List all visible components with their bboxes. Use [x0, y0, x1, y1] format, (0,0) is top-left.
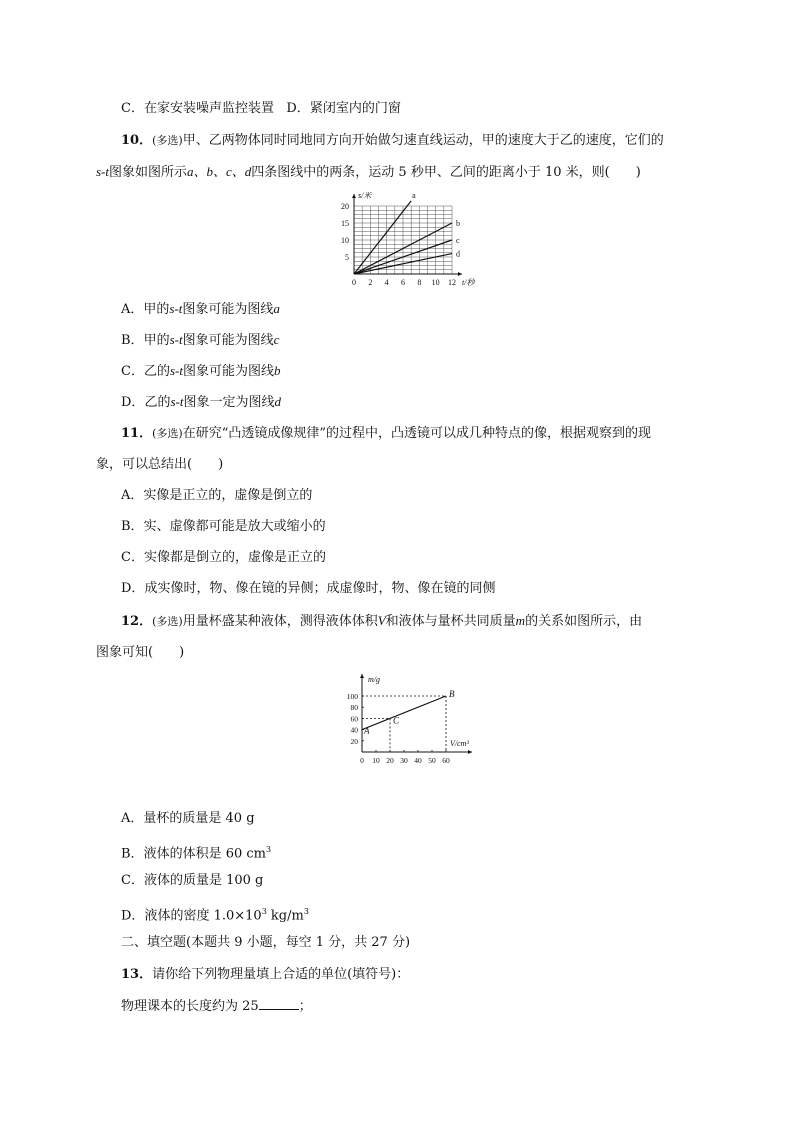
q11-option-c [121, 549, 698, 567]
series-line [362, 696, 446, 730]
q13-stem: 请你给下列物理量填上合适的单位(填符号)： [152, 967, 410, 982]
q12-stem-1a: 用量杯盛某种液体，测得液体体积 [182, 614, 378, 629]
q9-option-d-text: 紧闭室内的门窗 [309, 101, 401, 116]
q10-stem-1: 甲、乙两物体同时同地同方向开始做匀速直线运动，甲的速度大于乙的速度，它们的 [182, 133, 664, 148]
q12-option-d-label: D． [121, 908, 145, 924]
q10-option-c [121, 362, 698, 381]
q10-option-c-st: s-t [169, 363, 183, 378]
q12-stem-1b: 和液体与量杯共同质量 [385, 614, 516, 629]
q10-number: 10． [121, 133, 153, 148]
q10-option-d [121, 393, 698, 412]
x-tick-label: 60 [442, 756, 450, 765]
q12-option-b-label: B． [121, 846, 144, 862]
y-axis-label: s/米 [358, 192, 372, 200]
q10-option-b-st: s-t [169, 332, 183, 347]
q11-tag: (多选) [152, 427, 183, 440]
q13-stem-line [121, 966, 698, 984]
q13-line-1-text: 物理课本的长度约为 25 [121, 999, 259, 1014]
q10-vars: a、b、c、d [187, 164, 252, 179]
x-tick-label: 50 [428, 756, 436, 765]
q10-option-b-var: c [273, 332, 280, 347]
q11-number: 11． [121, 426, 153, 441]
y-axis-arrow [352, 194, 356, 198]
series-label-a: a [412, 192, 416, 200]
q13-answer-blank-1[interactable] [259, 997, 299, 1010]
x-axis-arrow [468, 750, 472, 754]
section-2-title [121, 934, 698, 952]
q10-stem-2b: 图象如图所示 [109, 165, 188, 180]
x-tick-label: 40 [414, 756, 422, 765]
q10-option-b-label: B． [121, 333, 144, 348]
q12-option-d-unit-sup: 3 [303, 907, 309, 916]
q11-option-a-text: 实像是正立的，虚像是倒立的 [143, 488, 313, 503]
q11-option-d-text: 成实像时，物、像在镜的异侧；成虚像时，物、像在镜的同侧 [144, 581, 496, 596]
q12-option-c-text: 液体的质量是 100 g [143, 873, 264, 888]
section-2-title-text: 二、填空题(本题共 9 小题，每空 1 分，共 27 分) [121, 935, 411, 950]
q10-tag: (多选) [152, 134, 183, 147]
q12-option-d-sup: 3 [261, 907, 267, 916]
x-tick-label: 4 [384, 278, 389, 287]
q11-option-b-text: 实、虚像都可能是放大或缩小的 [143, 519, 326, 534]
q11-stem-line1 [121, 425, 698, 443]
x-tick-label: 8 [417, 278, 422, 287]
q12-option-b-text: 液体的体积是 60 cm [143, 846, 266, 862]
q10-option-c-mid: 图象可能为图线 [182, 364, 274, 379]
q12-option-c-label: C． [121, 873, 144, 888]
q11-option-c-text: 实像都是倒立的，虚像是正立的 [143, 550, 326, 565]
x-axis-arrow [458, 272, 462, 276]
q11-option-a-label: A． [121, 488, 144, 503]
q10-stem-line1 [121, 132, 698, 150]
q10-option-d-mid: 图象一定为图线 [183, 395, 275, 410]
q10-option-d-st: s-t [170, 394, 184, 409]
q10-option-a-label: A． [121, 302, 144, 317]
y-tick-label: 100 [346, 692, 358, 701]
q12-option-b-sup: 3 [265, 845, 272, 854]
q12-option-a [121, 810, 698, 828]
q11-option-d-label: D． [121, 581, 145, 596]
point-label-a: A [364, 725, 370, 736]
q12-option-d-unit: kg/m [266, 908, 304, 924]
q10-option-a-var: a [273, 301, 280, 316]
y-axis-arrow [360, 674, 364, 678]
y-tick-label: 60 [350, 714, 358, 724]
point-label-c: C [393, 715, 400, 726]
point-label-b: B [449, 689, 455, 699]
q9-option-c-label: C． [121, 101, 144, 116]
y-tick-label: 40 [350, 725, 358, 735]
q11-stem-1: 在研究“凸透镜成像规律”的过程中，凸透镜可以成几种特点的像，根据观察到的现 [182, 426, 651, 441]
q9-options-line [121, 100, 698, 118]
q13-line-1-end: ； [298, 999, 312, 1014]
q12-chart-lines [362, 696, 446, 752]
x-axis-label: t/秒 [462, 278, 475, 287]
q10-st: s-t [96, 164, 109, 179]
q10-option-d-var: d [274, 394, 281, 409]
q12-stem-line1 [121, 612, 698, 631]
q10-option-b-pre: 甲的 [143, 333, 170, 348]
q10-stem-2d: 四条图线中的两条，运动 5 秒甲、乙间的距离小于 10 米，则( ) [251, 165, 641, 180]
q12-var-m: m [515, 613, 526, 628]
y-tick-label: 5 [345, 253, 349, 262]
q11-stem-line2 [96, 456, 698, 474]
series-label-c: c [456, 236, 460, 245]
x-tick-label: 20 [386, 756, 394, 765]
q12-stem-line2 [96, 644, 698, 662]
x-tick-label: 6 [401, 278, 405, 287]
x-tick-label: 0 [360, 756, 364, 765]
q12-option-d [121, 903, 698, 925]
q11-stem-2: 象，可以总结出( ) [96, 457, 224, 472]
series-label-b: b [456, 219, 460, 228]
q11-option-b [121, 518, 698, 536]
q12-mv-chart [336, 672, 494, 772]
q10-option-c-var: b [273, 363, 281, 378]
series-label-d: d [456, 249, 460, 259]
q12-number: 12． [121, 614, 153, 629]
q12-tag: (多选) [152, 615, 183, 628]
q10-option-c-label: C． [121, 364, 144, 379]
q11-option-a [121, 487, 698, 505]
q13-number: 13． [121, 967, 153, 982]
q12-var-v: V [377, 613, 386, 628]
q12-stem-2: 图象可知( ) [96, 645, 185, 660]
q13-line-1 [121, 997, 698, 1016]
q10-option-d-pre: 乙的 [144, 395, 171, 410]
series-line-a [354, 201, 411, 274]
y-tick-label: 80 [350, 703, 358, 713]
q11-option-c-label: C． [121, 550, 144, 565]
q9-option-d-label: D． [286, 101, 310, 116]
y-tick-label: 20 [350, 736, 358, 746]
q10-option-a-st: s-t [169, 301, 183, 316]
x-tick-label: 30 [400, 756, 408, 765]
q10-option-b [121, 331, 698, 350]
q12-option-b [121, 841, 698, 863]
q10-option-a-pre: 甲的 [143, 302, 170, 317]
q12-option-a-label: A． [121, 811, 144, 826]
y-tick-label: 15 [341, 219, 349, 228]
y-tick-label: 20 [341, 202, 349, 211]
q10-option-d-label: D． [121, 395, 145, 410]
q12-option-a-text: 量杯的质量是 40 g [143, 811, 255, 826]
x-tick-label: 10 [431, 278, 440, 287]
q12-option-c [121, 872, 698, 890]
q11-option-d [121, 580, 698, 598]
q10-st-chart [330, 192, 490, 294]
q10-option-c-pre: 乙的 [143, 364, 170, 379]
q9-option-c-text: 在家安装噪声监控装置 [143, 101, 274, 116]
y-axis-label: m/g [368, 675, 380, 684]
q11-option-b-label: B． [121, 519, 144, 534]
y-tick-label: 10 [341, 236, 349, 245]
x-tick-label: 12 [448, 278, 456, 287]
q12-option-d-text: 液体的密度 1.0×10 [144, 908, 262, 924]
x-tick-label: 2 [368, 278, 373, 287]
q10-option-b-mid: 图象可能为图线 [182, 333, 274, 348]
q10-stem-line2 [96, 163, 698, 182]
q10-option-a-mid: 图象可能为图线 [182, 302, 274, 317]
x-tick-label: 0 [352, 278, 356, 287]
x-tick-label: 10 [372, 756, 380, 765]
q12-stem-1c: 的关系如图所示，由 [525, 614, 643, 629]
x-axis-label: V/cm³ [450, 739, 469, 748]
q10-option-a [121, 300, 698, 319]
